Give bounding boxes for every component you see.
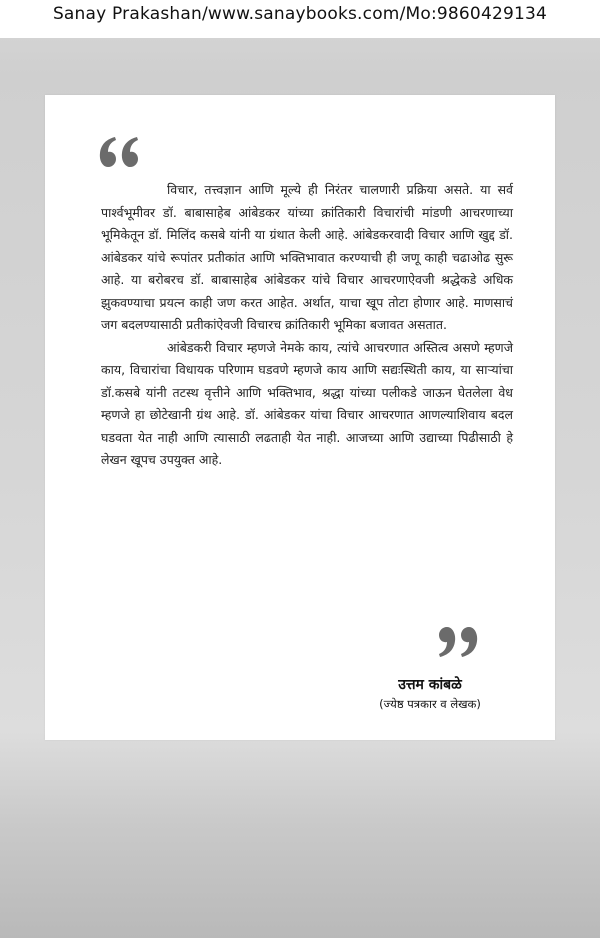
watermark-bar <box>0 0 600 38</box>
author-role: (ज्येष्ठ पत्रकार व लेखक) <box>379 697 481 711</box>
quote-paragraph-1: विचार, तत्त्वज्ञान आणि मूल्ये ही निरंतर चालणारी प्रक्रिया असते. या सर्व पार्श्वभूमीवर डॉ. बाबासाहेब आंबेडकर यांच्या क्रांतिकारी विचारांची मांडणी आचरणाच्या भूमिकेतून डॉ. मिलिंद कसबे यांनी या ग्रंथात केली आहे. आंबेडकरवादी विचार आणि खुद्द डॉ. आंबेडकर यांचे रूपांतर प्रतीकांत आणि भक्तिभावात करण्याची ही जणू काही चढाओढ सुरू आहे. या बरोबरच डॉ. बाबासाहेब आंबेडकर यांचे विचार आचरणाऐवजी श्रद्धेकडे अधिक झुकवण्याचा प्रयत्न काही जण करत आहेत. अर्थात, याचा खूप तोटा होणार आहे. माणसाचं जग बदलण्यासाठी प्रतीकांऐवजी विचारच क्रांतिकारी भूमिका बजावत असतात. <box>101 182 513 332</box>
open-quote-icon <box>95 131 140 171</box>
close-quote-icon <box>437 623 481 663</box>
watermark-text: Sanay Prakashan/www.sanaybooks.com/Mo:9860429134 <box>52 4 548 24</box>
author-block <box>345 675 515 713</box>
quote-paragraph-2: आंबेडकरी विचार म्हणजे नेमके काय, त्यांचे आचरणात अस्तित्व असणे म्हणजे काय, विचारांचा विधायक परिणाम घडवणे म्हणजे काय आणि सद्यःस्थिती काय, या साऱ्यांचा डॉ.कसबे यांनी तटस्थ वृत्तीने आणि भक्तिभाव, श्रद्धा यांच्या पलीकडे जाऊन घेतलेला वेध म्हणजे हा छोटेखानी ग्रंथ आहे. डॉ. आंबेडकर यांचा विचार आचरणात आणल्याशिवाय बदल घडवता येत नाही आणि त्यासाठी लढताही येत नाही. आजच्या आणि उद्याच्या पिढीसाठी हे लेखन खूपच उपयुक्त आहे. <box>101 339 513 467</box>
quote-body <box>101 179 513 472</box>
back-cover-page <box>45 95 555 740</box>
author-name: उत्तम कांबळे <box>398 677 462 693</box>
